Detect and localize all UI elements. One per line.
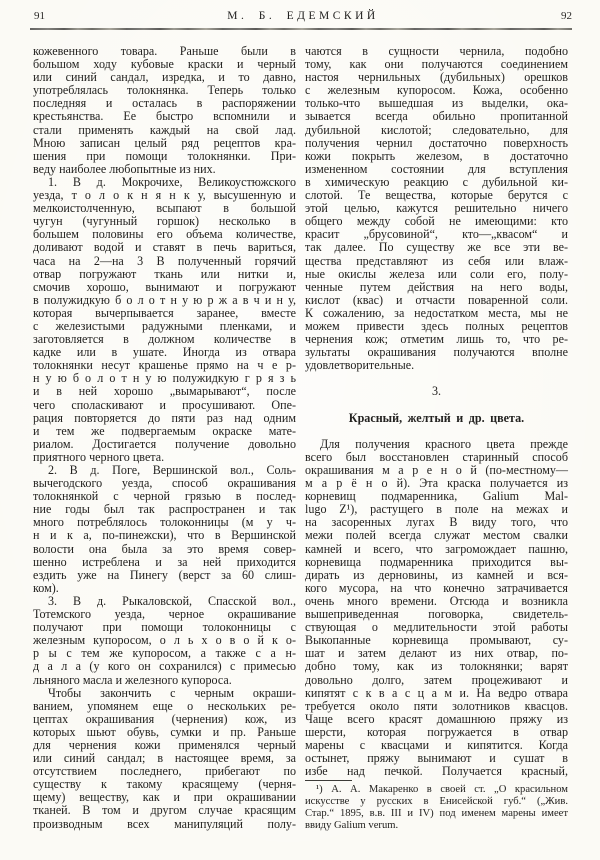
text-line: заготовляется в должном количестве в [33,332,296,347]
text-line: дирать из дерновины, из камней и вся- [305,567,568,582]
text-line: марены с квасцами и кипятится. Когда [305,737,568,752]
text-line: для чернения кожи применялся черный [33,737,296,752]
text-line: получения чернил достаточно поверхность [305,135,568,150]
page-number-left: 91 [34,10,45,22]
text-line: ченные путем действия на него воды, [305,279,568,294]
text-line: с железным купоросом. Кожа, особенно [305,83,568,98]
text-line: требуется около пяти золотников квасцов. [305,698,568,713]
text-line: Тотемского уезда, черное окрашивание [33,607,296,622]
text-line: измененном состоянии для вступления [305,161,568,176]
running-title: М. Б. ЕДЕМСКИЙ [227,10,379,22]
text-line: в полужидкую б о л о т н у ю р ж а в ч и н у, [33,292,296,307]
text-line: удовлетворительные. [305,358,415,373]
text-line: существу к такому красящему (черня- [33,777,296,792]
text-line: отсутствием последнего, прибегают по [33,764,296,779]
text-line: межи полей всегда служат местом свалки [305,528,568,543]
text-line: стали применять каждый на свой лад. [33,122,296,137]
text-line: К сожалению, за недостатком места, мы не [305,305,568,320]
text-line: можем привести здесь полных рецептов [305,318,568,333]
text-line: чего споласкивают и просушивают. Опе- [33,397,296,412]
text-line: ные окислы железа или соли его, полу- [305,266,568,281]
text-line: Чтобы закончить с черным окраши- [48,685,296,700]
text-line: ком). [33,580,59,595]
text-line: рация повторяется до пяти раз над одним [33,410,296,425]
text-line: тому, как они получаются соединением [305,57,568,72]
text-line: добно тому, как из толокнянки; варят [305,659,568,674]
text-line: слотой. Те вещества, которые берутся с [305,188,568,203]
text-line: Стар.“ 1895, в.в. III и IV) под именем марены имеет [305,807,568,819]
text-line: так далее. По существу же все эти ве- [305,240,568,255]
text-line: которая вычерпывается заранее, вместе [33,305,296,320]
text-line: ванием, упомянем еще о нескольких ре- [33,698,296,713]
text-line: довольно долго, затем процеживают и [305,672,568,687]
text-line: Для получения красного цвета прежде [320,436,568,451]
text-line: шенно истреблена и за ней приходится [33,554,296,569]
text-line: красит „брусовиной“, кто—„квасом“ и [305,227,568,242]
text-line: на засоренных лугах В виду того, что [305,515,568,530]
text-line: употреблялась толокнянка. Теперь только [33,83,296,98]
text-line: корневищ подмаренника, Galium Mal- [305,489,568,504]
right-column [305,45,568,831]
text-line: н у ю б о л о т н у ю полужидкую г р я з ь [33,371,296,386]
text-line: шат и затем делают из них отвар, по- [305,646,568,661]
text-line: толокнянки несут крашенье прямо на ч е р- [33,358,296,373]
text-line: 3. В д. Рыкаловской, Спасской вол., [48,593,296,608]
text-line: щества представляют из себя или влаж- [305,253,568,268]
text-line: кого мусора, на что конечно затрачивается [305,580,568,595]
text-line: толокнянкой с черной грязью в послед- [33,489,296,504]
text-line: 3. [431,384,442,399]
text-line: большом ходу кубовые краски и черный [33,57,296,72]
text-line: окрашивания м а р е н о й (по-местному— [305,463,568,477]
text-line: большем половины его объема количестве, [33,227,296,242]
text-line: дубильной кислотой; следовательно, для [305,122,568,137]
text-line: р ы с тем же купоросом, а также с а н- [33,646,296,661]
text-line: общего между собой не имеющими: кто [305,214,568,229]
text-line: много потреблялось толоконницы (м у ч- [33,515,296,530]
text-line: волости она была за это время совер- [33,541,296,556]
text-line: остынет, пряжу вынимают и сушат в [305,751,568,766]
text-line: смочив хорошо, вынимают и погружают [33,279,296,294]
header-rule [30,28,572,30]
page-number-right: 92 [561,10,572,22]
text-columns [33,45,568,831]
text-line: искусстве у русских в Енисейской губ.“ („Жив. [305,795,568,807]
text-line: ввиду Galium verum. [305,819,399,831]
text-line: ствующая о медлительности этой работы [305,620,568,635]
text-line: железным купоросом, о л ь х о в о й к о- [33,633,296,648]
text-line: или синий сандал; в настоящее время, за [33,751,296,766]
text-line: Чаще всего красят домашнюю пряжу из [305,711,568,726]
text-line: Выкопанные корневища промывают, су- [305,633,568,648]
text-line: ¹) А. А. Макаренко в своей ст. „О красильном [316,784,568,795]
text-line: чаются в сущности чернила, подобно [305,44,568,58]
text-line: только-что вышедшая из выделки, ока- [305,96,568,111]
text-line: корневища подмаренника приходится вы- [305,554,568,569]
text-line: получают при помощи толоконницы с [33,620,296,635]
text-line: н и к а, по-пинежски), что в Вершинской [33,528,296,543]
text-line [305,425,568,438]
text-line: или синий сандал, изредка, и то давно, [33,70,296,85]
text-line: тканей. В том и другом случае красящим [33,803,296,818]
text-line: доливают водой и ставят в печь вариться, [33,240,296,255]
text-line: уезда, т о л о к н я н к у, высушенную и [33,188,296,203]
text-line: камней и всего, что загромождает пашню, [305,541,568,556]
text-line: льняного масла и железного купороса. [33,672,232,687]
text-line [305,399,568,412]
text-line: которых шьют обувь, сумки и пр. Раньше [33,724,296,739]
text-line: щему) веществу, как и при окрашивании [33,790,296,805]
left-column [33,45,296,831]
text-line: последняя и осталась в распоряжении [33,96,296,111]
text-line: м а р ё н о й). Эта краска получается из [305,476,568,491]
footnote [305,784,568,832]
text-line: Красный, желтый и др. цвета. [348,410,525,425]
text-line: кожевенного товара. Раньше были в [33,44,296,58]
text-line: и в ней хорошо „вымарывают“, после [33,384,296,399]
text-line: и тем же подвергаемым окраске мате- [33,423,296,438]
text-line: кадке или в ушате. Иногда из отвара [33,345,296,360]
text-line: веду наиболее любопытные из них. [33,161,216,176]
footnote-rule [305,780,352,781]
text-line: мелкоистолченную, всыпают в большой [33,201,296,216]
text-line: д а л а (у кого он сохранился) с примесью [33,659,296,674]
text-line: ние годы был так распространен и так [33,502,296,517]
text-line: очень много времени. Отсюда и возникла [305,593,568,608]
text-line: цептах окрашивания (чернения) кож, из [33,711,296,726]
text-line: производным всех манипуляций полу- [33,816,296,831]
page-header [34,10,572,22]
text-line: риалом. Достигается получение довольно [33,436,296,451]
text-line: зультаты окрашивания получаются вполне [305,345,568,360]
text-line: приятного черного цвета. [33,449,165,464]
text-line: 2. В д. Поге, Вершинской вол., Соль- [48,463,296,477]
text-line: вышеприведенная поговорка, свидетель- [305,607,568,622]
text-line: Мною записан целый ряд рецептов кра- [33,135,296,150]
text-line: всего был восстановлен старинный способ [305,449,568,464]
text-line: зывается всегда обильно пропитанной [305,109,568,124]
text-line: настоя чернильных (дубильных) орешков [305,70,568,85]
text-line: отвар погружают ткань или нитки и, [33,266,296,281]
text-line: вычегодского уезда, способ окрашивания [33,476,296,491]
text-line: шения при помощи толокнянки. При- [33,148,296,163]
text-line: кислот (квас) и отчасти поваренной соли. [305,292,568,307]
text-line: lugo Z¹), растущего в поле на межах и [305,502,568,517]
text-line: в химическую реакцию с дубильной ки- [305,174,568,189]
text-line: избе над печкой. Получается красный, [305,764,568,779]
text-line: чугун (чугунный горшок) несколько в [33,214,296,229]
text-line: кожи покрыть железом, в достаточно [305,148,568,163]
text-line: с железистыми радужными пленками, и [33,318,296,333]
text-line: этой целью, кажутся решительно ничего [305,201,568,216]
text-line: кипятят с к в а с ц а м и. На ведро отвара [305,685,568,700]
text-line: ездить уже на Пинегу (верст за 60 слиш- [33,567,296,582]
text-line: крестьянства. Ее быстро вспомнили и [33,109,296,124]
text-line: чернения кож; отметим лишь то, что ре- [305,332,568,347]
text-line: шерсти, которая погружается в отвар [305,724,568,739]
text-line: 1. В д. Мокрочихе, Великоустюжского [48,174,296,189]
text-line: часа на 2—на 3 В полученный горячий [33,253,296,268]
